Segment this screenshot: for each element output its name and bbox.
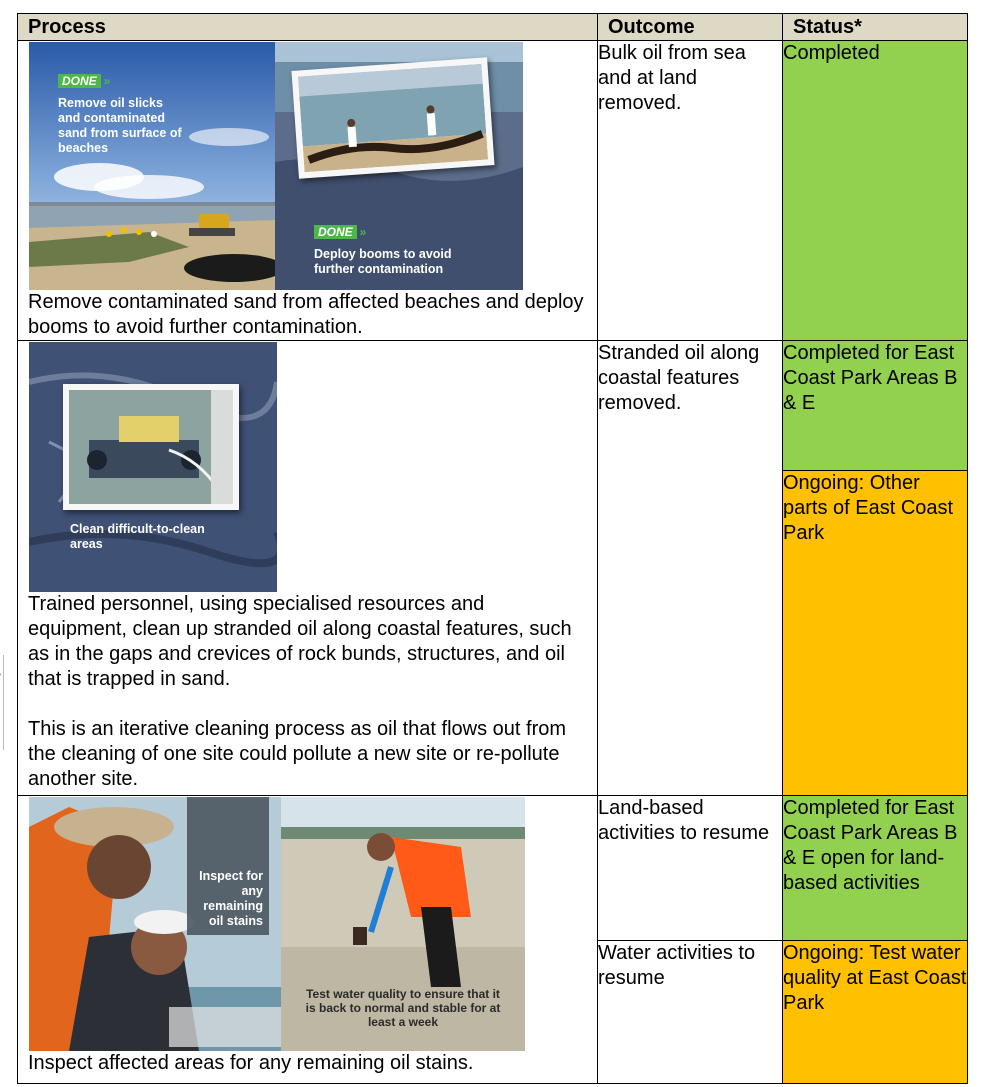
outcome-cell: Land-based activities to resume xyxy=(598,796,783,941)
process-paragraph: Inspect affected areas for any remaining oil stains. xyxy=(28,1052,474,1074)
status-cell-completed: Completed for East Coast Park Areas B & E xyxy=(783,341,968,471)
image-strip xyxy=(18,796,597,1051)
outcome-cell: Stranded oil along coastal features removed. xyxy=(598,341,783,796)
status-cell-completed: Completed for East Coast Park Areas B & E open for land-based activities xyxy=(783,796,968,941)
cleaning-boat-photo xyxy=(69,390,233,504)
outcome-cell: Bulk oil from sea and at land removed. xyxy=(598,41,783,341)
header-outcome: Outcome xyxy=(598,14,783,41)
image-strip xyxy=(18,341,597,592)
table-row xyxy=(18,341,968,471)
process-cell xyxy=(18,41,598,341)
booms-image xyxy=(275,42,523,290)
booms-photo-frame xyxy=(291,57,494,178)
process-cell xyxy=(18,341,598,796)
done-tag: DONE xyxy=(314,225,357,239)
process-description xyxy=(18,290,597,340)
process-paragraph: Trained personnel, using specialised resources and equipment, clean up stranded oil along coastal features, such as in the gaps and crevices of rock bunds, structures, and oil that is trapped in sand. xyxy=(28,593,572,690)
process-cell xyxy=(18,796,598,1084)
header-status: Status* xyxy=(783,14,968,41)
status-cell-completed: Completed xyxy=(783,41,968,341)
inspect-image xyxy=(29,797,281,1051)
outcome-cell: Water activities to resume xyxy=(598,941,783,1084)
status-cell-ongoing: Ongoing: Test water quality at East Coast Park xyxy=(783,941,968,1084)
chevron-right-icon xyxy=(0,669,1,680)
process-paragraph: Remove contaminated sand from affected beaches and deploy booms to avoid further contamination. xyxy=(28,291,584,338)
image-caption: Inspect for any remaining oil stains xyxy=(199,869,263,928)
cleaning-boat-photo-frame xyxy=(63,384,239,510)
done-tag: DONE xyxy=(58,74,101,88)
water-quality-image xyxy=(281,797,525,1051)
process-description xyxy=(18,1051,597,1076)
booms-photo xyxy=(298,64,488,173)
header-process: Process xyxy=(18,14,598,41)
image-caption: Remove oil slicks and contaminated sand from surface of beaches xyxy=(58,96,182,155)
chevron-icon: » xyxy=(103,74,111,88)
process-description xyxy=(18,592,597,792)
chevron-icon: » xyxy=(359,225,367,239)
beach-cleanup-image xyxy=(29,42,275,290)
image-strip xyxy=(18,41,597,290)
process-table xyxy=(17,13,968,1084)
process-paragraph: This is an iterative cleaning process as oil that flows out from the cleaning of one site could pollute a new site or re-pollute another site. xyxy=(28,718,567,790)
table-header-row xyxy=(18,14,968,41)
adjacent-window-edge xyxy=(0,655,4,750)
image-caption: Clean difficult-to-clean areas xyxy=(70,522,205,551)
difficult-areas-image xyxy=(29,342,277,592)
table-row xyxy=(18,796,968,941)
status-cell-ongoing: Ongoing: Other parts of East Coast Park xyxy=(783,471,968,796)
image-caption: Test water quality to ensure that it is back to normal and stable for at least a week xyxy=(305,987,501,1029)
image-caption: Deploy booms to avoid further contamination xyxy=(314,247,452,276)
table-row xyxy=(18,41,968,341)
